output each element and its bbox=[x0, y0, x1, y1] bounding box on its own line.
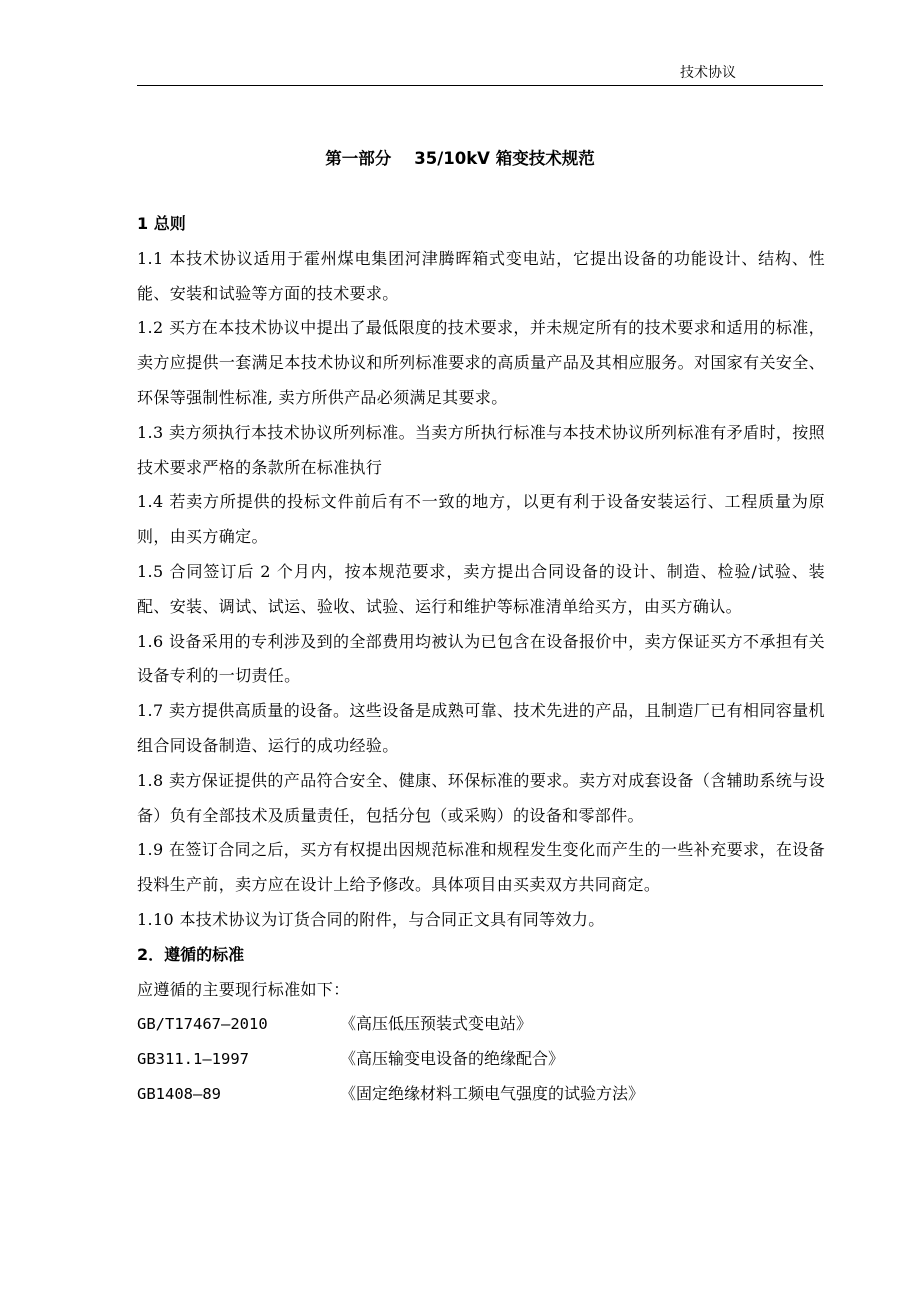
standard-code: GB311.1—1997 bbox=[137, 1050, 249, 1069]
standard-row bbox=[137, 1042, 825, 1077]
paragraph-1-7: 1.7 卖方提供高质量的设备。这些设备是成熟可靠、技术先进的产品，且制造厂已有相同容量机组合同设备制造、运行的成功经验。 bbox=[137, 701, 825, 755]
paragraph-1-1: 1.1 本技术协议适用于霍州煤电集团河津腾晖箱式变电站，它提出设备的功能设计、结构、性能、安装和试验等方面的技术要求。 bbox=[137, 248, 825, 303]
paragraph-1-9: 1.9 在签订合同之后，买方有权提出因规范标准和规程发生变化而产生的一些补充要求，在设备投料生产前，卖方应在设计上给予修改。具体项目由买卖双方共同商定。 bbox=[137, 840, 825, 895]
standard-code: GB/T17467—2010 bbox=[137, 1015, 268, 1034]
paragraph-1-4: 1.4 若卖方所提供的投标文件前后有不一致的地方，以更有利于设备安装运行、工程质量为原则，由买方确定。 bbox=[137, 492, 825, 547]
header-divider bbox=[137, 85, 823, 86]
standard-name: 《高压低压预装式变电站》 bbox=[340, 1014, 533, 1034]
section-heading-standards: 2．遵循的标准 bbox=[137, 944, 245, 964]
paragraph-1-8: 1.8 卖方保证提供的产品符合安全、健康、环保标准的要求。卖方对成套设备（含辅助系统与设备）负有全部技术及质量责任，包括分包（或采购）的设备和零部件。 bbox=[137, 770, 825, 825]
header-label: 技术协议 bbox=[680, 65, 736, 81]
standard-row bbox=[137, 1077, 825, 1112]
document-body bbox=[137, 207, 825, 1112]
paragraph-1-5: 1.5 合同签订后 2 个月内，按本规范要求，卖方提出合同设备的设计、制造、检验/试验、装配、安装、调试、试运、验收、试验、运行和维护等标准清单给买方，由买方确认。 bbox=[137, 561, 825, 616]
paragraph-1-2: 1.2 买方在本技术协议中提出了最低限度的技术要求，并未规定所有的技术要求和适用的标准，卖方应提供一套满足本技术协议和所列标准要求的高质量产品及其相应服务。对国家有关安全、环保等强制性标准, 卖方所供产品必须满足其要求。 bbox=[137, 318, 825, 407]
paragraph-1-6: 1.6 设备采用的专利涉及到的全部费用均被认为已包含在设备报价中，卖方保证买方不承担有关设备专利的一切责任。 bbox=[137, 631, 825, 686]
paragraph-1-10: 1.10 本技术协议为订货合同的附件，与合同正文具有同等效力。 bbox=[137, 909, 605, 929]
standards-intro: 应遵循的主要现行标准如下： bbox=[137, 979, 350, 999]
standard-row bbox=[137, 1007, 825, 1042]
standard-name: 《高压输变电设备的绝缘配合》 bbox=[340, 1049, 565, 1069]
standard-code: GB1408—89 bbox=[137, 1084, 221, 1103]
standard-name: 《固定绝缘材料工频电气强度的试验方法》 bbox=[340, 1083, 645, 1103]
paragraph-1-3: 1.3 卖方须执行本技术协议所列标准。当卖方所执行标准与本技术协议所列标准有矛盾时，按照技术要求严格的条款所在标准执行 bbox=[137, 422, 825, 477]
section-heading-general: 1 总则 bbox=[137, 214, 186, 233]
page-title: 第一部分 35/10kV 箱变技术规范 bbox=[325, 149, 595, 168]
